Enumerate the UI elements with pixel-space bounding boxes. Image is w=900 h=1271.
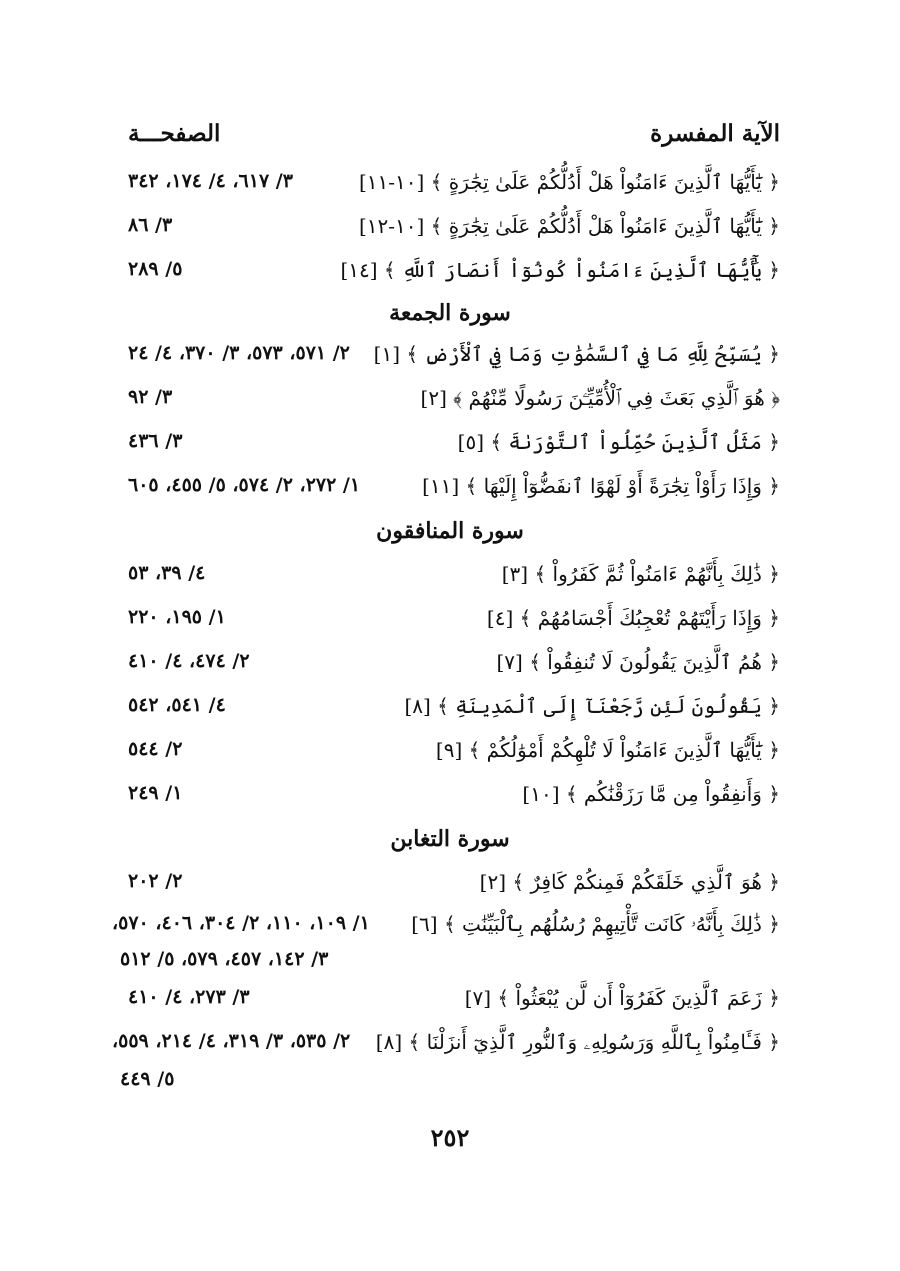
page-column-header: الصفحـــة [128,120,221,147]
page-number: ٢٥٢ [430,1123,470,1152]
verse-text: ﴿ يَٰٓأَيُّهَا ٱلَّذِينَ ءَامَنُواْ هَلْ أَدُلُّكُمْ عَلَىٰ تِجَٰرَةٍ ﴾ [١٠-١١] [358,170,780,194]
verse-text: ﴿ فَـَٔامِنُواْ بِٱللَّهِ وَرَسُولِهِۦ وَٱلنُّورِ ٱلَّذِيٓ أَنزَلْنَا ﴾ [٨] [375,1030,780,1054]
surah-heading-jumuah: سورة الجمعة [389,300,511,326]
verse-text: ﴿ مَثَلُ ٱلَّذِينَ حُمِّلُواْ ٱلتَّوْرَىٰةَ ﴾ [٥] [457,430,780,454]
verse-text: ﴿ وَإِذَا رَأَيْتَهُمْ تُعْجِبُكَ أَجْسَامُهُمْ ﴾ [٤] [486,606,780,630]
page-reference: ١/ ٢٧٢، ٢/ ٥٧٤، ٥/ ٤٥٥، ٦٠٥ [128,474,361,496]
page-reference: ٢/ ٥٤٤ [128,738,183,760]
index-row [0,738,900,768]
surah-heading-taghabun: سورة التغابن [390,826,510,852]
verse-column-header: الآية المفسرة [650,120,780,147]
index-row [0,782,900,812]
surah-heading-munafiqun: سورة المنافقون [376,518,524,544]
index-row [0,694,900,724]
page-reference: ٤/ ٣٩، ٥٣ [128,562,206,584]
verse-text: ﴿ يَٰٓأَيُّهَا ٱلَّذِينَ ءَامَنُواْ لَا تُلْهِكُمْ أَمْوَٰلُكُمْ ﴾ [٩] [435,738,780,762]
page-reference: ٣/ ٢٧٣، ٤/ ٤١٠ [128,986,250,1008]
verse-text: ﴿ يُسَبِّحُ لِلَّهِ مَا فِي ٱلسَّمَٰوَٰتِ وَمَا فِي ٱلْأَرْضِ ﴾ [١] [373,342,780,366]
page-reference: ٥/ ٢٨٩ [128,258,183,280]
index-row [0,912,900,982]
index-row [0,342,900,372]
index-row [0,606,900,636]
page-reference: ٣/ ٩٢ [128,386,173,408]
index-row [0,650,900,680]
verse-text: ﴿ وَإِذَا رَأَوْاْ تِجَٰرَةً أَوْ لَهْوًا ٱنفَضُّوٓاْ إِلَيْهَا ﴾ [١١] [422,474,780,498]
index-row [0,474,900,504]
page-reference: ٢/ ٥٧١، ٥٧٣، ٣/ ٣٧٠، ٤/ ٢٤ [128,342,350,364]
page-reference-continued: ٥/ ٤٤٩ [120,1068,175,1090]
page-reference: ٢/ ٤٧٤، ٤/ ٤١٠ [128,650,250,672]
index-row [0,870,900,900]
index-row [0,430,900,460]
index-row [0,214,900,244]
page-reference: ١/ ١٩٥، ٢٢٠ [128,606,226,628]
index-row [0,258,900,288]
verse-text: ﴿ هُمُ ٱلَّذِينَ يَقُولُونَ لَا تُنفِقُواْ ﴾ [٧] [496,650,780,674]
index-row [0,986,900,1016]
verse-text: ﴿ هُوَ ٱلَّذِي خَلَقَكُمْ فَمِنكُمْ كَافِرٌ ﴾ [٢] [479,870,780,894]
page-reference: ٢/ ٢٠٢ [128,870,183,892]
page-reference: ١/ ٢٤٩ [128,782,183,804]
verse-text: ﴿ وَأَنفِقُواْ مِن مَّا رَزَقْنَٰكُم ﴾ [١٠] [522,782,780,806]
verse-text: ﴿ يَٰٓأَيُّهَا ٱلَّذِينَ ءَامَنُواْ كُونُوٓاْ أَنصَارَ ٱللَّهِ ﴾ [١٤] [340,258,780,282]
page-reference: ٣/ ٦١٧، ٤/ ١٧٤، ٣٤٢ [128,170,293,192]
page-reference: ٢/ ٥٣٥، ٣/ ٣١٩، ٤/ ٢١٤، ٥٥٩، [112,1030,351,1052]
page-reference: ٣/ ٤٣٦ [128,430,183,452]
index-row [0,386,900,416]
verse-text: ﴿ ذَٰلِكَ بِأَنَّهُمْ ءَامَنُواْ ثُمَّ كَفَرُواْ ﴾ [٣] [501,562,780,586]
page-reference-continued: ٣/ ١٤٢، ٤٥٧، ٥٧٩، ٥/ ٥١٢ [120,948,329,970]
verse-text: ﴿ هُوَ ٱلَّذِي بَعَثَ فِي ٱلْأُمِّيِّـۧنَ رَسُولًا مِّنْهُمْ ﴾ [٢] [420,386,780,410]
index-row [0,562,900,592]
index-row [0,1030,900,1100]
verse-text: ﴿ يَٰٓأَيُّهَا ٱلَّذِينَ ءَامَنُواْ هَلْ أَدُلُّكُمْ عَلَىٰ تِجَٰرَةٍ ﴾ [١٠-١٢] [358,214,780,238]
verse-text: ﴿ ذَٰلِكَ بِأَنَّهُۥ كَانَت تَّأْتِيهِمْ رُسُلُهُم بِٱلْبَيِّنَٰتِ ﴾ [٦] [411,912,780,936]
page-reference: ١/ ١٠٩، ١١٠، ٢/ ٣٠٤، ٤٠٦، ٥٧٠، [112,912,370,934]
page-reference: ٤/ ٥٤١، ٥٤٢ [128,694,226,716]
page-reference: ٣/ ٨٦ [128,214,173,236]
verse-text: ﴿ زَعَمَ ٱلَّذِينَ كَفَرُوٓاْ أَن لَّن يُبْعَثُواْ ﴾ [٧] [464,986,780,1010]
index-row [0,170,900,200]
verse-text: ﴿ يَقُولُونَ لَئِن رَّجَعْنَآ إِلَى ٱلْمَدِينَةِ ﴾ [٨] [404,694,780,718]
